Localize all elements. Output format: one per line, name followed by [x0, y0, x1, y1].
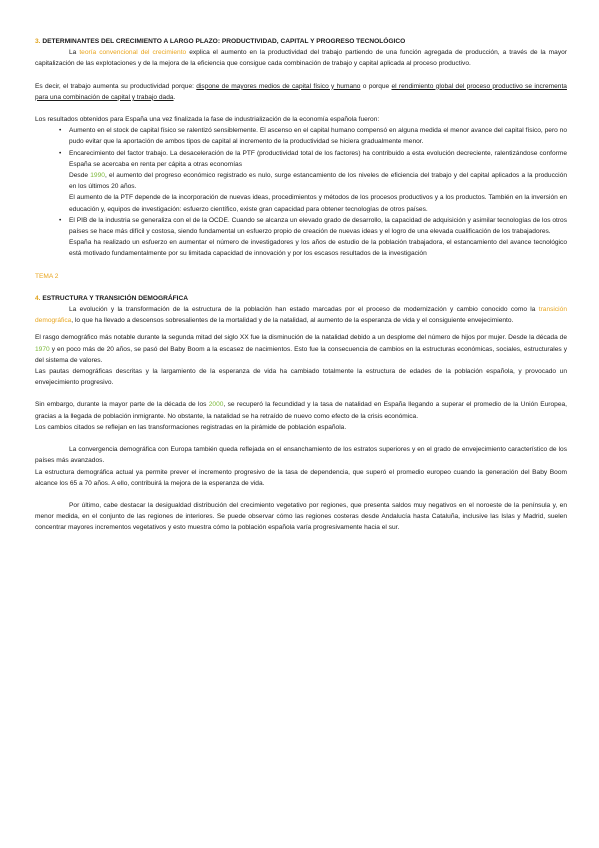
list-item-text: Aumento en el stock de capital físico se ralentizó sensiblemente. El ascenso en el capital humano compensó en alguna medida el menor avance del capital físico, pero no pudo evitar que la aportación de ambos tipos de capital al incremento de la productividad se hiciera gradualmente menor. [69, 127, 567, 146]
results-list [35, 125, 567, 259]
section-4-paragraph-8: Por último, cabe destacar la desigualdad distribución del crecimiento vegetativo por regiones, que presenta saldos muy negativos en el noroeste de la península y, en menor medida, en el conjunto de las regiones de interiores. Se puede observar cómo las regiones costeras desde Andalucía hasta Cataluña, inclusive las Islas y Madrid, suelen concentrar mayores incrementos vegetativos y esto muestra cómo la población española varía progresivamente hacia el sur. [35, 501, 567, 532]
highlight-transition: transición demográfica [35, 306, 567, 325]
year-1990: 1990 [90, 172, 105, 180]
text-run: , se recuperó la fecundidad y la tasa de natalidad en España llegando a superar el promedio de la Unión Europea, gracias a la llegada de población inmigrante. No obstante, la natalidad se ha retraído de nuevo como efecto de la crisis económica. [35, 401, 567, 420]
section-3-number: 3. [35, 38, 41, 45]
list-subparagraph: España ha realizado un esfuerzo en aumentar el número de investigadores y los años de estudio de la población trabajadora, el estancamiento del avance tecnológico está motivado fundamentalmente por su limitada capacidad de innovación y por los escasos resultados de la investigación [69, 239, 567, 258]
text-run: , lo que ha llevado a descensos sobresalientes de la mortalidad y de la natalidad, al aumento de la esperanza de vida y el consiguiente envejecimiento. [71, 317, 514, 325]
section-4-heading [35, 293, 567, 304]
section-4-paragraph-2 [35, 332, 567, 366]
text-run: explica el aumento en la productividad del trabajo partiendo de una función agregada de producción, a través de la mayor capitalización de las explotaciones y de la mejora de la eficiencia que consigue cada combinación de trabajo y capital aplicada al proceso productivo. [35, 49, 567, 68]
section-4-paragraph-6: La convergencia demográfica con Europa también queda reflejada en el ensanchamiento de los estratos superiores y en el grado de envejecimiento característico de los países más avanzados. [35, 446, 567, 465]
section-4-paragraph-5: Los cambios citados se reflejan en las transformaciones registradas en la pirámide de población española. [35, 423, 347, 431]
text-run: Desde [69, 172, 91, 180]
year-2000: 2000 [208, 401, 224, 409]
section-3-title: DETERMINANTES DEL CRECIMIENTO A LARGO PLAZO: PRODUCTIVIDAD, CAPITAL Y PROGRESO TECNOLÓGICO [42, 38, 406, 45]
section-4-title: ESTRUCTURA Y TRANSICIÓN DEMOGRÁFICA [42, 294, 189, 302]
text-run: La evolución y la transformación de la estructura de la población han estado marcadas por el proceso de modernización y cambio conocido como la [69, 306, 539, 314]
text-run: o porque [360, 82, 392, 90]
list-item-text: El PIB de la industria se generaliza con el de la OCDE. Cuando se alcanza un elevado grado de desarrollo, la capacidad de adquisición y asimilar tecnologías de los otros países se hace más difícil y costosa, siendo fundamental un esfuerzo propio de creación de nuevas ideas y el logro de una elevada cualificación de los trabajadores. [69, 216, 567, 236]
section-4-paragraph-4 [35, 399, 567, 421]
text-run: . [173, 93, 176, 101]
underlined-capital: dispone de mayores medios de capital físico y humano [196, 82, 361, 90]
underlined-rendimiento: el rendimiento global del proceso productivo se incrementa para una combinación de capital y trabajo dada [35, 82, 567, 101]
text-run: Sin embargo, durante la mayor parte de la década de los [35, 401, 209, 409]
list-subparagraph [69, 170, 567, 192]
section-4-paragraph-7: La estructura demográfica actual ya permite prever el incremento progresivo de la tasa de dependencia, que superó el promedio europeo cuando la generación del Baby Boom alcance los 65 a 70 años. A ello, contribuirá la mejora de la esperanza de vida. [35, 468, 567, 487]
tema-label: TEMA 2 [35, 272, 59, 280]
highlight-theory: teoría convencional del crecimiento [79, 49, 187, 57]
section-3-paragraph-2 [35, 81, 567, 103]
section-4-number: 4. [35, 294, 41, 302]
section-4-paragraph-1 [35, 304, 567, 326]
text-run: La [69, 49, 80, 57]
list-subparagraph: El aumento de la PTF depende de la incorporación de nuevas ideas, procedimientos y métodos de los procesos productivos y a los productos. También en la inversión en educación y, equipos de investigación: esfuerzo científico, existe gran capacidad para obtener tecnologías de otros países. [69, 194, 567, 213]
section-3-heading [35, 36, 567, 47]
section-3-paragraph-3: Los resultados obtenidos para España una vez finalizada la fase de industrialización de la economía española fueron: [35, 116, 380, 124]
document-page [35, 36, 567, 534]
text-run: Es decir, el trabajo aumenta su productividad porque: [35, 82, 197, 90]
section-4-paragraph-3: Las pautas demográficas descritas y la largamiento de la esperanza de vida ha cambiado totalmente la estructura de edades de la población española, y provocado un envejecimiento progresivo. [35, 368, 567, 387]
list-item-text: Encarecimiento del factor trabajo. La desaceleración de la PTF (productividad total de los factores) ha contribuido a esta evolución decreciente, ralentizándose conforme España se acercaba en renta per cápita a otras economías [69, 149, 567, 168]
section-3-paragraph-1 [35, 47, 567, 69]
list-item [69, 125, 567, 147]
list-item [69, 148, 567, 215]
list-item [69, 215, 567, 260]
text-run: y en poco más de 20 años, se pasó del Baby Boom a la escasez de nacimientos. Esto fue la consecuencia de cambios en la estructuras económicas, sociales, estructurales y del sistema de valores. [35, 345, 567, 364]
year-1970: 1970 [35, 345, 50, 353]
text-run: El rasgo demográfico más notable durante la segunda mitad del siglo XX fue la disminución de la natalidad debido a un desplome del número de hijos por mujer. Desde la década de [35, 334, 567, 342]
text-run: , el aumento del progreso económico registrado es nulo, surge estancamiento de los niveles de eficiencia del trabajo y del capital aplicados a la producción en los últimos 20 años. [69, 172, 567, 191]
